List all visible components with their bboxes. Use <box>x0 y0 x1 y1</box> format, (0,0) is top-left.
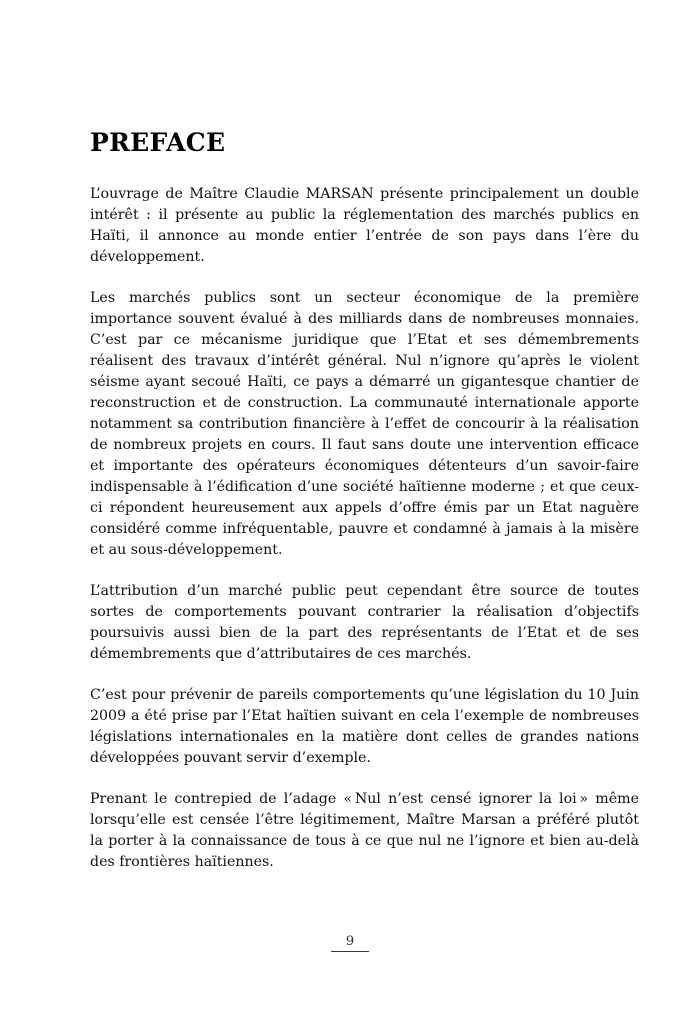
page-title: PREFACE <box>90 128 226 157</box>
paragraph: C’est pour prévenir de pareils comportements qu’une législation du 10 Juin 2009 a été prise par l’Etat haïtien suivant en cela l’exemple de nombreuses législations internationales en la matière dont celles de grandes nations développées pouvant servir d’exemple. <box>90 687 639 766</box>
paragraph: Prenant le contrepied de l’adage « Nul n’est censé ignorer la loi » même lorsqu’elle est censée l’être légitimement, Maître Marsan a préféré plutôt la porter à la connaissance de tous à ce que nul ne l’ignore et bien au-delà des frontières haïtiennes. <box>90 791 639 870</box>
paragraph: L’attribution d’un marché public peut cependant être source de toutes sortes de comportements pouvant contrarier la réalisation d’objectifs poursuivis aussi bien de la part des représentants de l’Etat et de ses démembrements que d’attributaires de ces marchés. <box>90 583 639 662</box>
paragraph: Les marchés publics sont un secteur économique de la première importance souvent évalué à des milliards dans de nombreuses monnaies. C’est par ce mécanisme juridique que l’Etat et ses démembrements réalisent des travaux d’intérêt général. Nul n’ignore qu’après le violent séisme ayant secoué Haïti, ce pays a démarré un gigantesque chantier de reconstruction et de construction. La communauté internationale apporte notamment sa contribution financière à l’effet de concourir à la réalisation de nombreux projets en cours. Il faut sans doute une intervention efficace et importante des opérateurs économiques détenteurs d’un savoir-faire indispensable à l’édification d’une société haïtienne moderne ; et que ceux-ci répondent heureusement aux appels d’offre émis par un Etat naguère considéré comme infréquentable, pauvre et condamné à jamais à la misère et au sous-développement. <box>90 290 639 558</box>
page-content <box>90 128 639 873</box>
page-footer <box>0 930 700 952</box>
paragraph: L’ouvrage de Maître Claudie MARSAN présente principalement un double intérêt : il présente au public la réglementation des marchés publics en Haïti, il annonce au monde entier l’entrée de son pays dans l’ère du développement. <box>90 186 639 265</box>
body-text <box>90 184 639 873</box>
page-number: 9 <box>331 934 369 952</box>
